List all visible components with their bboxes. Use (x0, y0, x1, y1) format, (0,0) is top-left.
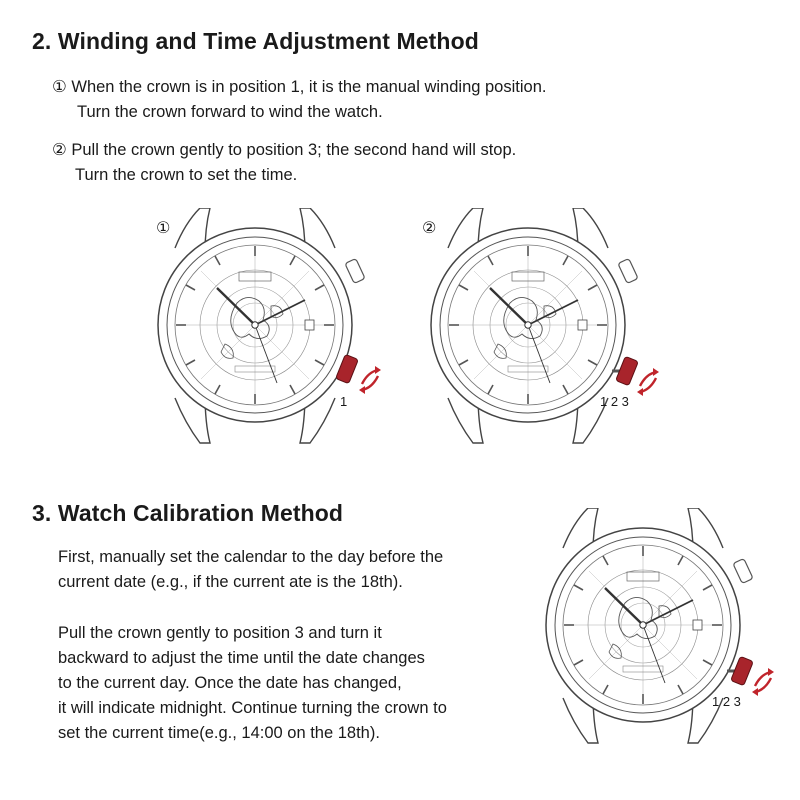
figure2-marker: ② (422, 220, 437, 237)
calibration-para2-line4: it will indicate midnight. Continue turning the crown to (58, 699, 447, 717)
rotate-arrow-icon (637, 368, 659, 396)
crown-icon (731, 656, 754, 685)
step1-line1: ① When the crown is in position 1, it is the manual winding position. (52, 78, 547, 96)
figure1-marker: ① (156, 220, 171, 237)
calibration-para2-line2: backward to adjust the time until the date changes (58, 649, 425, 667)
position-label-1: 1 (340, 394, 348, 409)
watch-figure-2 (420, 208, 660, 448)
watch-figure-3 (530, 508, 780, 748)
step1-line2: Turn the crown forward to wind the watch. (77, 103, 383, 121)
rotate-arrow-icon (752, 668, 774, 696)
rotate-arrow-icon (359, 366, 381, 394)
watch-figure-1 (150, 208, 390, 448)
calibration-para2-line1: Pull the crown gently to position 3 and turn it (58, 624, 382, 642)
calibration-para1-line1: First, manually set the calendar to the day before the (58, 548, 444, 566)
crown-icon (616, 356, 639, 385)
position-label-3: 1 2 3 (712, 694, 741, 709)
watch-illustration-1 (150, 208, 390, 448)
section3-heading: 3. Watch Calibration Method (32, 500, 344, 526)
step2-line1: ② Pull the crown gently to position 3; the second hand will stop. (52, 141, 517, 159)
calibration-para2-line5: set the current time(e.g., 14:00 on the 18th). (58, 724, 380, 742)
watch-illustration-2 (420, 208, 660, 448)
watch-illustration-3 (530, 508, 780, 748)
step2-line2: Turn the crown to set the time. (75, 166, 298, 184)
section2-heading: 2. Winding and Time Adjustment Method (32, 28, 479, 54)
position-label-2: 1 2 3 (600, 394, 629, 409)
calibration-para1-line2: current date (e.g., if the current ate is the 18th). (58, 573, 403, 591)
calibration-para2-line3: to the current day. Once the date has changed, (58, 674, 402, 692)
